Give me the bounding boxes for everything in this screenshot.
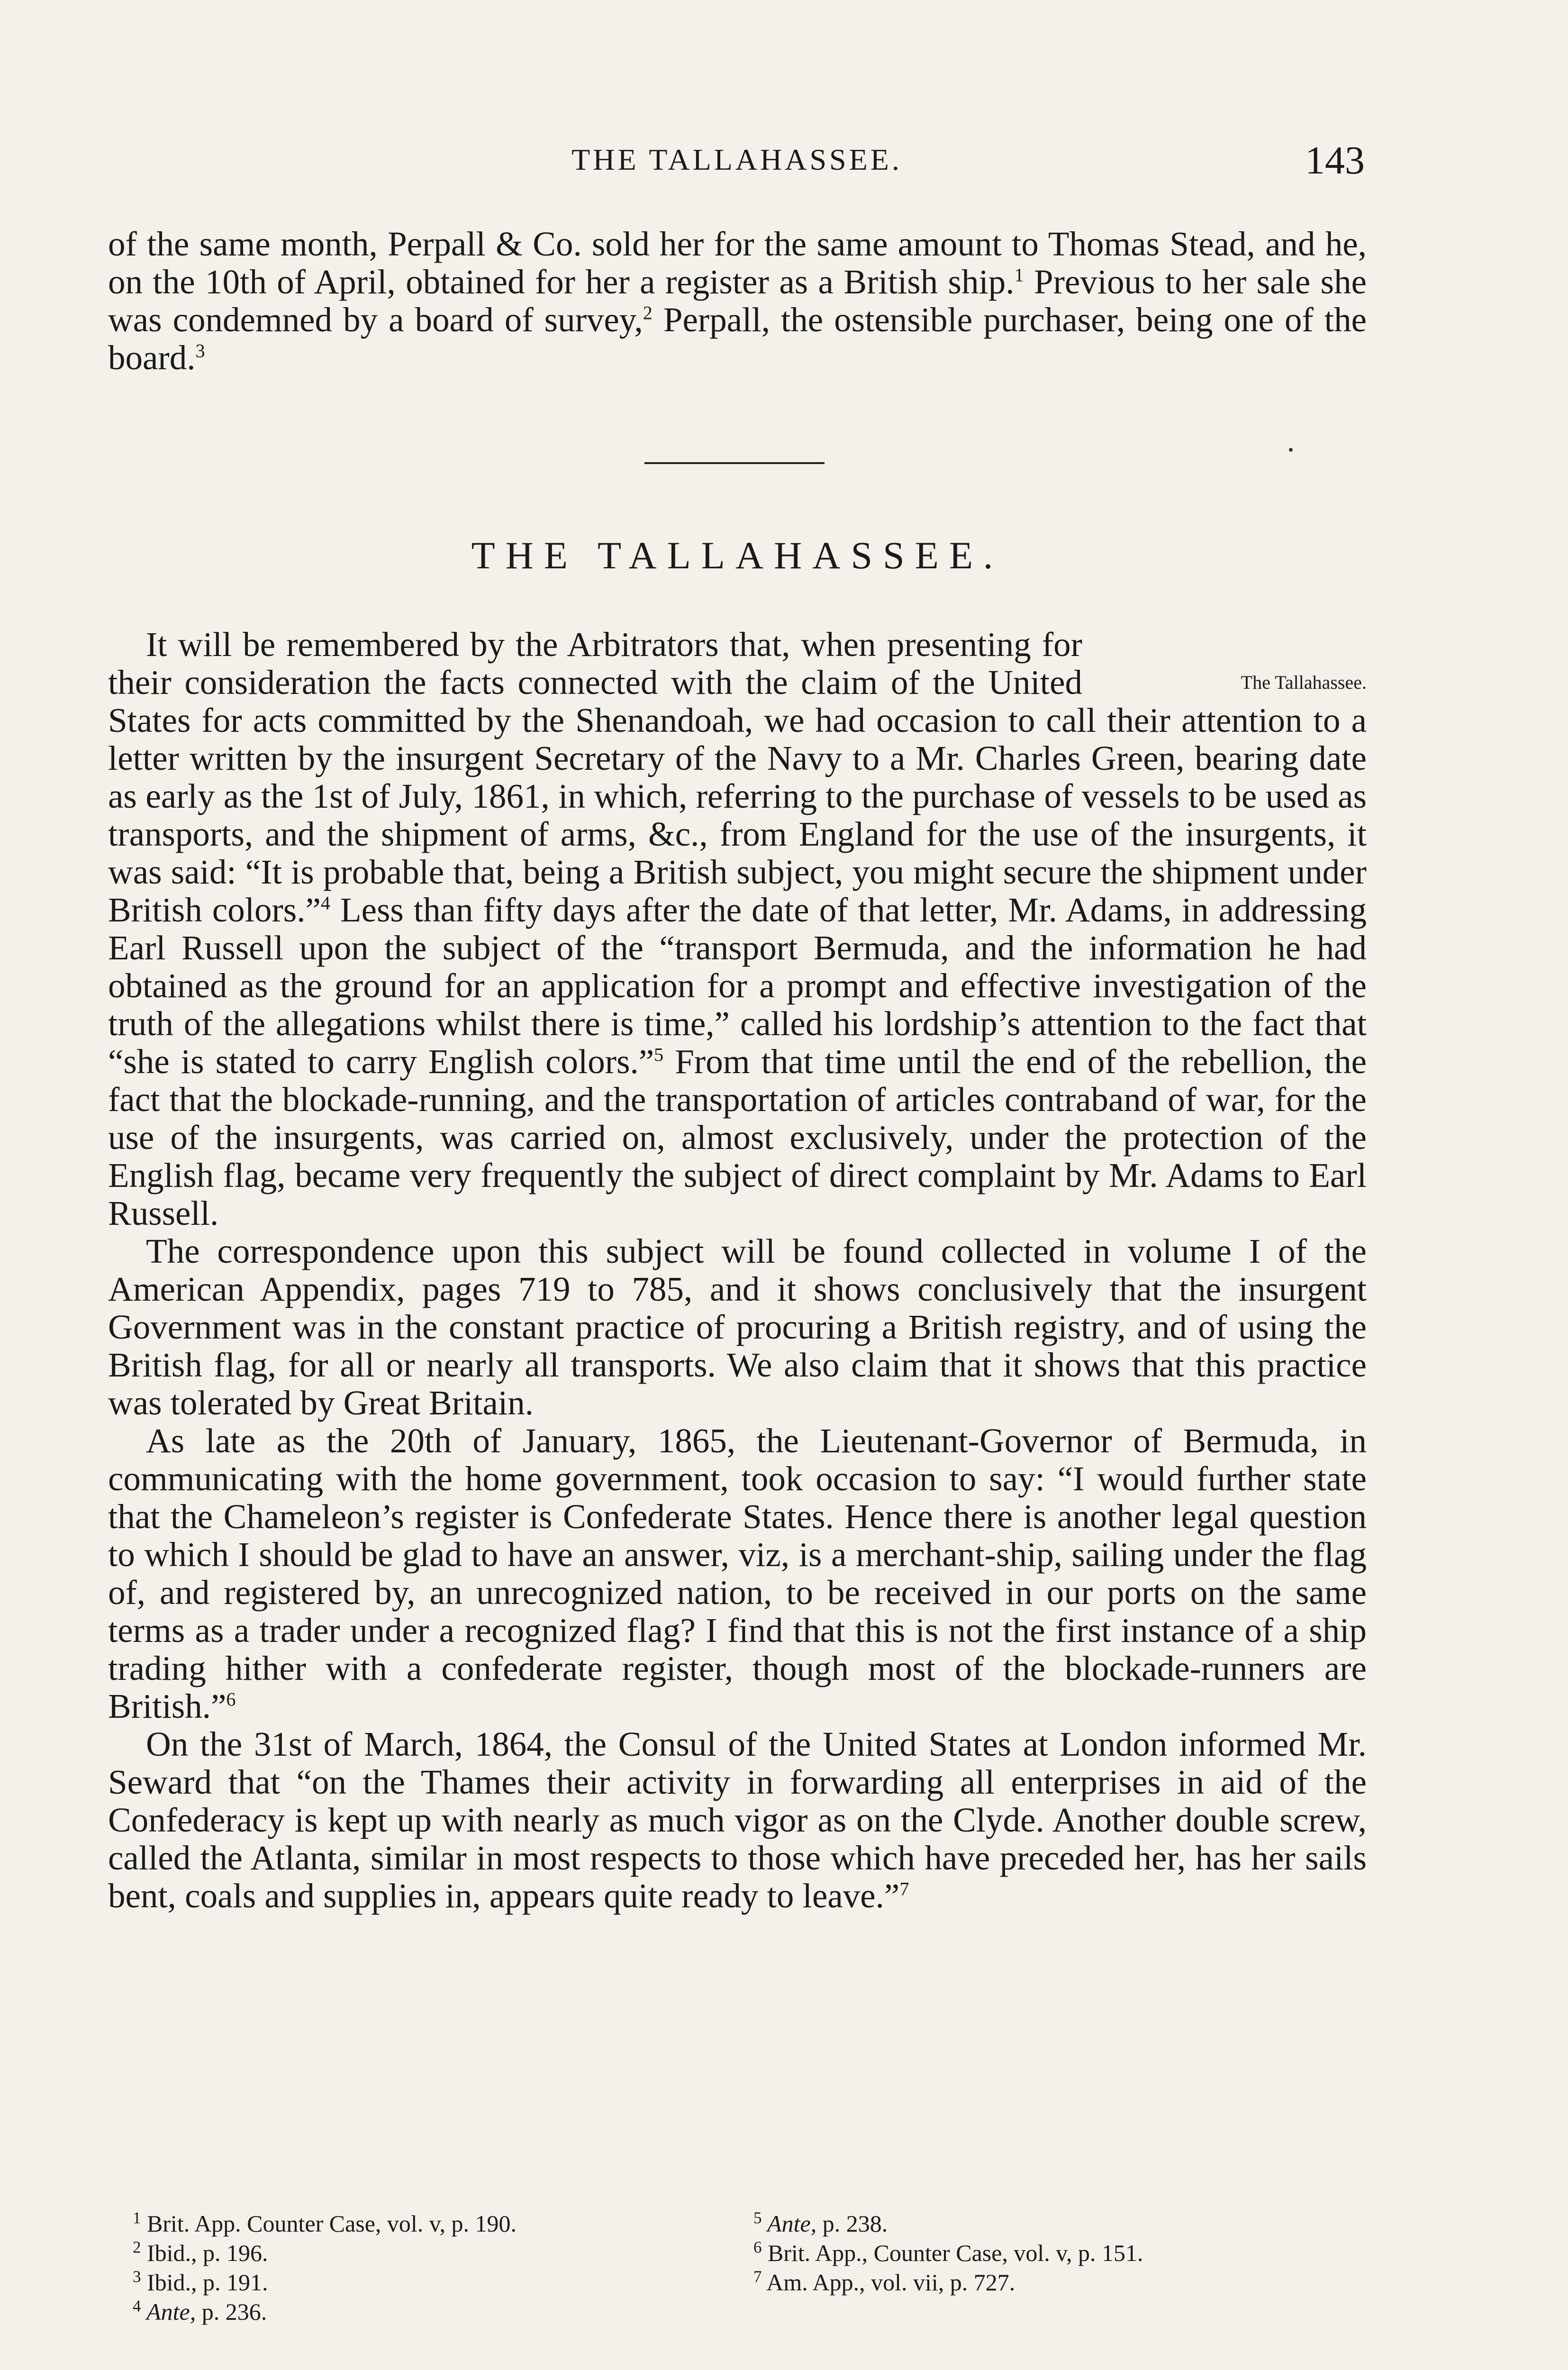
continued-text-1: of the same month, Perpall & Co. sold her for the same amount to Thomas Stead, and he, on the 10th of April, obtained for her a register as a British ship. — [108, 225, 1367, 301]
side-note: The Tallahassee. — [1241, 672, 1367, 693]
footnote-ref-3: 3 — [195, 340, 205, 362]
paragraph-1-text-a: It will be remembered by the Arbitrators that, when presenting for their consideration the facts connected with the claim of the United States for acts committed by the Shenandoah, we had occasion to call their attention to a letter written by the insurgent Secretary of the Navy to a Mr. Charles Green, bearing date as early as the 1st of July, 1861, in which, referring to the purchase of vessels to be used as transports, and the shipment of arms, &c., from England for the use of the insurgents, it was said: “It is probable that, being a British subject, you might secure the shipment under British colors.” — [108, 625, 1367, 929]
section-heading: THE TALLAHASSEE. — [471, 534, 1004, 577]
paragraph-3 — [108, 1422, 1367, 1725]
main-text — [108, 626, 1367, 1915]
footnote-4: $^4$ Ante, p. 236. — [133, 2297, 267, 2325]
paragraph-1 — [108, 626, 1367, 1232]
footnote-ref-1: 1 — [1014, 264, 1024, 286]
footnote-3: $^3$ Ibid., p. 191. — [133, 2267, 268, 2296]
footnote-ref-2: 2 — [643, 302, 653, 324]
footnote-ref-7: 7 — [899, 1878, 909, 1900]
footnote-7: $^7$ Am. App., vol. vii, p. 727. — [753, 2267, 1015, 2296]
running-title: THE TALLAHASSEE. — [571, 143, 902, 176]
section-divider — [644, 462, 825, 464]
footnotes-left-column — [133, 2209, 739, 2326]
continued-text-2: Previous to her sale she was condemned by a board of survey, — [108, 263, 1367, 339]
paragraph-4 — [108, 1725, 1367, 1915]
footnote-ref-6: 6 — [226, 1688, 236, 1710]
footnote-1: $^1$ Brit. App. Counter Case, vol. v, p. 190. — [133, 2208, 517, 2237]
footnotes-right-column — [753, 2209, 1365, 2297]
footnotes — [133, 2209, 1365, 2327]
paragraph-1-text-c: From that time until the end of the rebellion, the fact that the blockade-running, and the transportation of articles contraband of war, for the use of the insurgents, was carried on, almost exclusively, under the protection of the English flag, became very frequently the subject of direct complaint by Mr. Adams to Earl Russell. — [108, 1042, 1367, 1232]
paragraph-4-text: On the 31st of March, 1864, the Consul of the United States at London informed Mr. Seward that “on the Thames their activity in forwarding all enterprises in aid of the Confederacy is kept up with nearly as much vigor as on the Clyde. Another double screw, called the Atlanta, similar in most respects to those which have preceded her, has her sails bent, coals and supplies in, appears quite ready to leave.” — [108, 1725, 1367, 1915]
continued-paragraph — [108, 225, 1367, 377]
footnote-5: $^5$ Ante, p. 238. — [753, 2208, 888, 2237]
page-number: 143 — [1305, 138, 1365, 182]
footnote-6: $^6$ Brit. App., Counter Case, vol. v, p. 151. — [753, 2238, 1143, 2266]
footnote-ref-5: 5 — [654, 1044, 664, 1066]
paragraph-1-text-b: Less than fifty days after the date of that letter, Mr. Adams, in addressing Earl Russell upon the subject of the “transport Bermuda, and the information he had obtained as the ground for an application for a prompt and effective investigation of the truth of the allegations whilst there is time,” called his lordship’s attention to the fact that “she is stated to carry English colors.” — [108, 891, 1367, 1081]
paragraph-3-text: As late as the 20th of January, 1865, the Lieutenant-Governor of Bermuda, in communicating with the home government, took occasion to say: “I would further state that the Chameleon’s register is Confederate States. Hence there is another legal question to which I should be glad to have an answer, viz, is a merchant-ship, sailing under the flag of, and registered by, an unrecognized nation, to be received in our ports on the same terms as a trader under a recognized flag? I find that this is not the first instance of a ship trading hither with a confederate register, though most of the blockade-runners are British.” — [108, 1422, 1367, 1725]
running-head — [109, 138, 1365, 199]
continued-text-3: Perpall, the ostensible purchaser, being one of the board. — [108, 301, 1367, 377]
speck-mark — [1289, 448, 1293, 452]
footnote-ref-4: 4 — [320, 892, 330, 914]
footnote-2: $^2$ Ibid., p. 196. — [133, 2238, 268, 2266]
paragraph-2: The correspondence upon this subject will be found collected in volume I of the American Appendix, pages 719 to 785, and it shows conclusively that the insurgent Government was in the constant practice of procuring a British registry, and of using the British flag, for all or nearly all transports. We also claim that it shows that this practice was tolerated by Great Britain. — [108, 1232, 1367, 1422]
